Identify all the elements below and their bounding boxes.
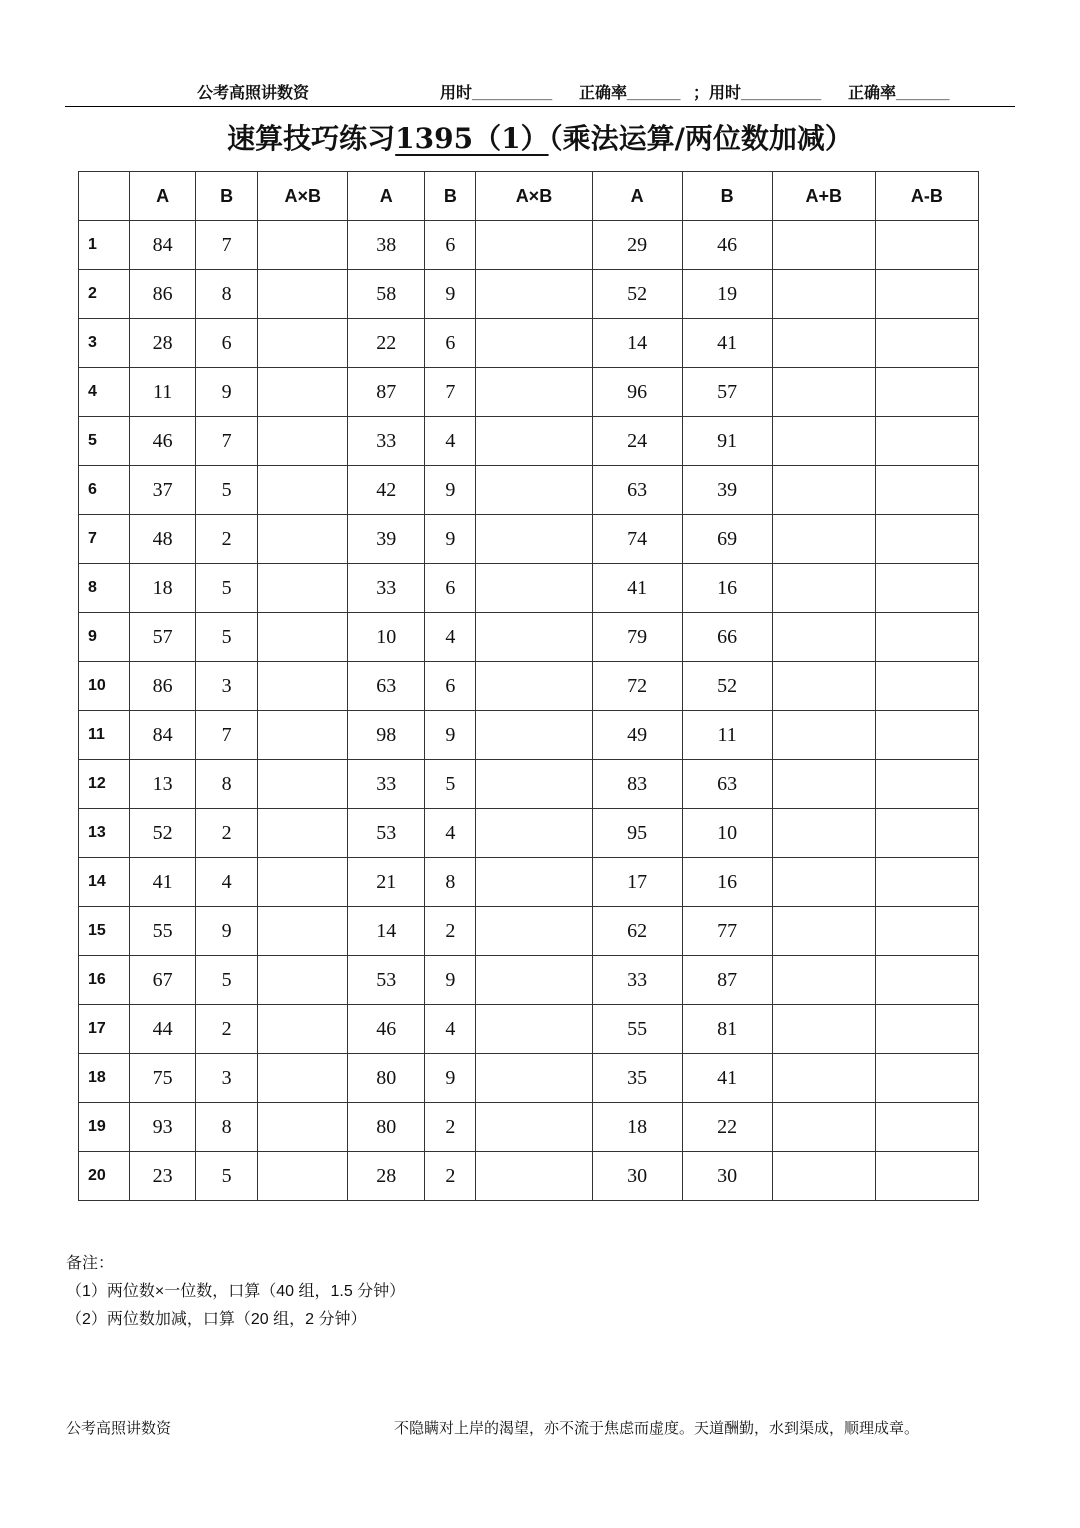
row-number: 4: [79, 368, 130, 417]
answer-cell[interactable]: [476, 858, 592, 907]
table-header-row: [79, 172, 979, 221]
column-header: A-B: [875, 172, 978, 221]
table-row: [79, 858, 979, 907]
row-number: 20: [79, 1152, 130, 1201]
value-cell: 84: [130, 221, 196, 270]
row-number: 5: [79, 417, 130, 466]
answer-cell[interactable]: [875, 956, 978, 1005]
value-cell: 53: [348, 956, 425, 1005]
notes-line-2: （2）两位数加减，口算（20 组，2 分钟）: [66, 1311, 367, 1328]
answer-cell[interactable]: [476, 662, 592, 711]
column-header: A: [130, 172, 196, 221]
header-time-1: 用时_________: [440, 85, 553, 102]
table-row: [79, 1005, 979, 1054]
answer-cell[interactable]: [772, 1005, 875, 1054]
value-cell: 2: [425, 1152, 476, 1201]
value-cell: 29: [592, 221, 682, 270]
answer-cell[interactable]: [875, 270, 978, 319]
value-cell: 6: [425, 564, 476, 613]
value-cell: 5: [196, 1152, 258, 1201]
value-cell: 74: [592, 515, 682, 564]
value-cell: 3: [196, 1054, 258, 1103]
answer-cell[interactable]: [476, 613, 592, 662]
answer-cell[interactable]: [875, 613, 978, 662]
value-cell: 9: [425, 956, 476, 1005]
value-cell: 44: [130, 1005, 196, 1054]
answer-cell[interactable]: [476, 760, 592, 809]
value-cell: 8: [196, 760, 258, 809]
value-cell: 14: [592, 319, 682, 368]
value-cell: 33: [348, 760, 425, 809]
column-header: B: [425, 172, 476, 221]
row-number: 6: [79, 466, 130, 515]
answer-cell[interactable]: [772, 858, 875, 907]
value-cell: 75: [130, 1054, 196, 1103]
value-cell: 4: [196, 858, 258, 907]
value-cell: 98: [348, 711, 425, 760]
table-body: [79, 221, 979, 1201]
value-cell: 83: [592, 760, 682, 809]
table-row: [79, 1152, 979, 1201]
row-number: 1: [79, 221, 130, 270]
value-cell: 16: [682, 564, 772, 613]
value-cell: 30: [682, 1152, 772, 1201]
value-cell: 6: [196, 319, 258, 368]
answer-cell[interactable]: [476, 368, 592, 417]
table-row: [79, 760, 979, 809]
value-cell: 93: [130, 1103, 196, 1152]
value-cell: 63: [348, 662, 425, 711]
answer-cell[interactable]: [772, 466, 875, 515]
answer-cell[interactable]: [772, 515, 875, 564]
value-cell: 2: [196, 1005, 258, 1054]
answer-cell[interactable]: [476, 809, 592, 858]
answer-cell[interactable]: [258, 711, 348, 760]
value-cell: 6: [425, 662, 476, 711]
notes-section: [66, 1250, 405, 1334]
value-cell: 9: [196, 368, 258, 417]
answer-cell[interactable]: [258, 221, 348, 270]
answer-cell[interactable]: [476, 1054, 592, 1103]
answer-cell[interactable]: [476, 1103, 592, 1152]
answer-cell[interactable]: [772, 711, 875, 760]
answer-cell[interactable]: [476, 564, 592, 613]
table-row: [79, 711, 979, 760]
value-cell: 72: [592, 662, 682, 711]
value-cell: 41: [592, 564, 682, 613]
table-row: [79, 956, 979, 1005]
row-number: 18: [79, 1054, 130, 1103]
header-source: 公考高照讲数资: [197, 85, 310, 102]
value-cell: 6: [425, 319, 476, 368]
answer-cell[interactable]: [875, 515, 978, 564]
value-cell: 4: [425, 417, 476, 466]
table-row: [79, 613, 979, 662]
value-cell: 67: [130, 956, 196, 1005]
value-cell: 7: [196, 221, 258, 270]
answer-cell[interactable]: [875, 368, 978, 417]
answer-cell[interactable]: [875, 809, 978, 858]
column-header: B: [196, 172, 258, 221]
value-cell: 9: [425, 1054, 476, 1103]
value-cell: 5: [196, 564, 258, 613]
value-cell: 9: [425, 270, 476, 319]
answer-cell[interactable]: [772, 613, 875, 662]
page-header: [65, 80, 1015, 104]
answer-cell[interactable]: [772, 1152, 875, 1201]
value-cell: 52: [592, 270, 682, 319]
value-cell: 39: [682, 466, 772, 515]
header-time-2: ；用时_________: [693, 85, 822, 102]
answer-cell[interactable]: [875, 760, 978, 809]
answer-cell[interactable]: [875, 662, 978, 711]
table-row: [79, 1103, 979, 1152]
value-cell: 9: [425, 466, 476, 515]
value-cell: 11: [130, 368, 196, 417]
answer-cell[interactable]: [476, 515, 592, 564]
header-accuracy-2: 正确率______: [848, 85, 950, 102]
value-cell: 21: [348, 858, 425, 907]
value-cell: 28: [130, 319, 196, 368]
value-cell: 62: [592, 907, 682, 956]
title-number: 1395（1）: [395, 122, 549, 155]
row-number: 7: [79, 515, 130, 564]
value-cell: 6: [425, 221, 476, 270]
value-cell: 19: [682, 270, 772, 319]
answer-cell[interactable]: [258, 1054, 348, 1103]
value-cell: 35: [592, 1054, 682, 1103]
value-cell: 4: [425, 809, 476, 858]
answer-cell[interactable]: [258, 760, 348, 809]
answer-cell[interactable]: [476, 319, 592, 368]
value-cell: 41: [682, 319, 772, 368]
value-cell: 57: [682, 368, 772, 417]
value-cell: 14: [348, 907, 425, 956]
table-row: [79, 564, 979, 613]
value-cell: 87: [682, 956, 772, 1005]
answer-cell[interactable]: [772, 564, 875, 613]
value-cell: 49: [592, 711, 682, 760]
answer-cell[interactable]: [875, 711, 978, 760]
answer-cell[interactable]: [258, 858, 348, 907]
answer-cell[interactable]: [476, 1152, 592, 1201]
value-cell: 22: [348, 319, 425, 368]
value-cell: 79: [592, 613, 682, 662]
practice-table: [78, 171, 979, 1201]
value-cell: 5: [196, 956, 258, 1005]
answer-cell[interactable]: [772, 1054, 875, 1103]
value-cell: 84: [130, 711, 196, 760]
value-cell: 9: [425, 711, 476, 760]
value-cell: 77: [682, 907, 772, 956]
value-cell: 58: [348, 270, 425, 319]
table-row: [79, 907, 979, 956]
value-cell: 11: [682, 711, 772, 760]
value-cell: 7: [196, 417, 258, 466]
value-cell: 7: [196, 711, 258, 760]
answer-cell[interactable]: [258, 613, 348, 662]
answer-cell[interactable]: [258, 1005, 348, 1054]
footer-motto: 不隐瞒对上岸的渴望，亦不流于焦虑而虚度。天道酬勤，水到渠成，顺理成章。: [394, 1420, 920, 1437]
answer-cell[interactable]: [772, 809, 875, 858]
answer-cell[interactable]: [258, 1103, 348, 1152]
answer-cell[interactable]: [875, 1103, 978, 1152]
header-divider: [65, 106, 1015, 107]
value-cell: 39: [348, 515, 425, 564]
value-cell: 41: [682, 1054, 772, 1103]
answer-cell[interactable]: [258, 1152, 348, 1201]
answer-cell[interactable]: [772, 662, 875, 711]
value-cell: 46: [130, 417, 196, 466]
answer-cell[interactable]: [875, 466, 978, 515]
table-row: [79, 319, 979, 368]
value-cell: 13: [130, 760, 196, 809]
value-cell: 8: [425, 858, 476, 907]
title-prefix: 速算技巧练习: [227, 122, 396, 155]
value-cell: 5: [196, 613, 258, 662]
value-cell: 53: [348, 809, 425, 858]
row-number: 3: [79, 319, 130, 368]
value-cell: 2: [425, 1103, 476, 1152]
answer-cell[interactable]: [258, 368, 348, 417]
value-cell: 23: [130, 1152, 196, 1201]
value-cell: 57: [130, 613, 196, 662]
value-cell: 80: [348, 1054, 425, 1103]
value-cell: 52: [130, 809, 196, 858]
answer-cell[interactable]: [875, 319, 978, 368]
table-row: [79, 515, 979, 564]
row-number: 10: [79, 662, 130, 711]
answer-cell[interactable]: [476, 466, 592, 515]
column-header: A×B: [258, 172, 348, 221]
row-number: 12: [79, 760, 130, 809]
answer-cell[interactable]: [476, 270, 592, 319]
answer-cell[interactable]: [258, 319, 348, 368]
row-number: 9: [79, 613, 130, 662]
value-cell: 3: [196, 662, 258, 711]
value-cell: 91: [682, 417, 772, 466]
answer-cell[interactable]: [476, 907, 592, 956]
column-header: A×B: [476, 172, 592, 221]
answer-cell[interactable]: [258, 417, 348, 466]
value-cell: 66: [682, 613, 772, 662]
notes-line-1: （1）两位数×一位数，口算（40 组，1.5 分钟）: [66, 1283, 406, 1300]
row-number: 11: [79, 711, 130, 760]
value-cell: 2: [425, 907, 476, 956]
value-cell: 22: [682, 1103, 772, 1152]
answer-cell[interactable]: [476, 1005, 592, 1054]
value-cell: 4: [425, 1005, 476, 1054]
value-cell: 4: [425, 613, 476, 662]
value-cell: 18: [592, 1103, 682, 1152]
answer-cell[interactable]: [772, 417, 875, 466]
row-number: 14: [79, 858, 130, 907]
value-cell: 7: [425, 368, 476, 417]
table-row: [79, 368, 979, 417]
answer-cell[interactable]: [875, 221, 978, 270]
value-cell: 2: [196, 809, 258, 858]
column-header: B: [682, 172, 772, 221]
value-cell: 63: [682, 760, 772, 809]
answer-cell[interactable]: [476, 221, 592, 270]
answer-cell[interactable]: [875, 417, 978, 466]
row-number: 8: [79, 564, 130, 613]
value-cell: 42: [348, 466, 425, 515]
value-cell: 33: [348, 417, 425, 466]
row-number: 15: [79, 907, 130, 956]
table-row: [79, 809, 979, 858]
column-header: [79, 172, 130, 221]
value-cell: 33: [592, 956, 682, 1005]
value-cell: 24: [592, 417, 682, 466]
value-cell: 16: [682, 858, 772, 907]
value-cell: 37: [130, 466, 196, 515]
answer-cell[interactable]: [258, 662, 348, 711]
row-number: 2: [79, 270, 130, 319]
value-cell: 46: [682, 221, 772, 270]
value-cell: 30: [592, 1152, 682, 1201]
value-cell: 5: [425, 760, 476, 809]
value-cell: 63: [592, 466, 682, 515]
table-row: [79, 662, 979, 711]
answer-cell[interactable]: [772, 270, 875, 319]
notes-label: 备注：: [66, 1255, 115, 1272]
answer-cell[interactable]: [258, 515, 348, 564]
value-cell: 69: [682, 515, 772, 564]
value-cell: 52: [682, 662, 772, 711]
title-suffix: （乘法运算/两位数加减）: [548, 122, 853, 155]
table-row: [79, 221, 979, 270]
value-cell: 9: [425, 515, 476, 564]
row-number: 19: [79, 1103, 130, 1152]
table-row: [79, 1054, 979, 1103]
answer-cell[interactable]: [476, 711, 592, 760]
answer-cell[interactable]: [875, 564, 978, 613]
answer-cell[interactable]: [772, 368, 875, 417]
answer-cell[interactable]: [772, 319, 875, 368]
answer-cell[interactable]: [258, 564, 348, 613]
answer-cell[interactable]: [875, 1005, 978, 1054]
column-header: A: [592, 172, 682, 221]
value-cell: 8: [196, 270, 258, 319]
answer-cell[interactable]: [258, 907, 348, 956]
answer-cell[interactable]: [258, 270, 348, 319]
answer-cell[interactable]: [772, 221, 875, 270]
value-cell: 86: [130, 270, 196, 319]
table-row: [79, 417, 979, 466]
answer-cell[interactable]: [772, 760, 875, 809]
value-cell: 5: [196, 466, 258, 515]
answer-cell[interactable]: [772, 1103, 875, 1152]
value-cell: 8: [196, 1103, 258, 1152]
value-cell: 80: [348, 1103, 425, 1152]
value-cell: 55: [130, 907, 196, 956]
answer-cell[interactable]: [875, 907, 978, 956]
answer-cell[interactable]: [476, 956, 592, 1005]
footer-source: 公考高照讲数资: [66, 1420, 172, 1437]
answer-cell[interactable]: [258, 956, 348, 1005]
value-cell: 46: [348, 1005, 425, 1054]
value-cell: 33: [348, 564, 425, 613]
column-header: A+B: [772, 172, 875, 221]
value-cell: 10: [682, 809, 772, 858]
header-accuracy-1: 正确率______: [579, 85, 681, 102]
answer-cell[interactable]: [772, 907, 875, 956]
answer-cell[interactable]: [476, 417, 592, 466]
value-cell: 38: [348, 221, 425, 270]
answer-cell[interactable]: [258, 809, 348, 858]
answer-cell[interactable]: [875, 1152, 978, 1201]
value-cell: 2: [196, 515, 258, 564]
value-cell: 10: [348, 613, 425, 662]
value-cell: 41: [130, 858, 196, 907]
column-header: A: [348, 172, 425, 221]
value-cell: 81: [682, 1005, 772, 1054]
table-row: [79, 270, 979, 319]
value-cell: 9: [196, 907, 258, 956]
answer-cell[interactable]: [875, 1054, 978, 1103]
value-cell: 96: [592, 368, 682, 417]
value-cell: 87: [348, 368, 425, 417]
value-cell: 95: [592, 809, 682, 858]
value-cell: 86: [130, 662, 196, 711]
row-number: 16: [79, 956, 130, 1005]
answer-cell[interactable]: [258, 466, 348, 515]
page-title: [0, 117, 1080, 157]
answer-cell[interactable]: [875, 858, 978, 907]
value-cell: 55: [592, 1005, 682, 1054]
row-number: 17: [79, 1005, 130, 1054]
row-number: 13: [79, 809, 130, 858]
value-cell: 17: [592, 858, 682, 907]
value-cell: 48: [130, 515, 196, 564]
table-row: [79, 466, 979, 515]
value-cell: 18: [130, 564, 196, 613]
value-cell: 28: [348, 1152, 425, 1201]
answer-cell[interactable]: [772, 956, 875, 1005]
